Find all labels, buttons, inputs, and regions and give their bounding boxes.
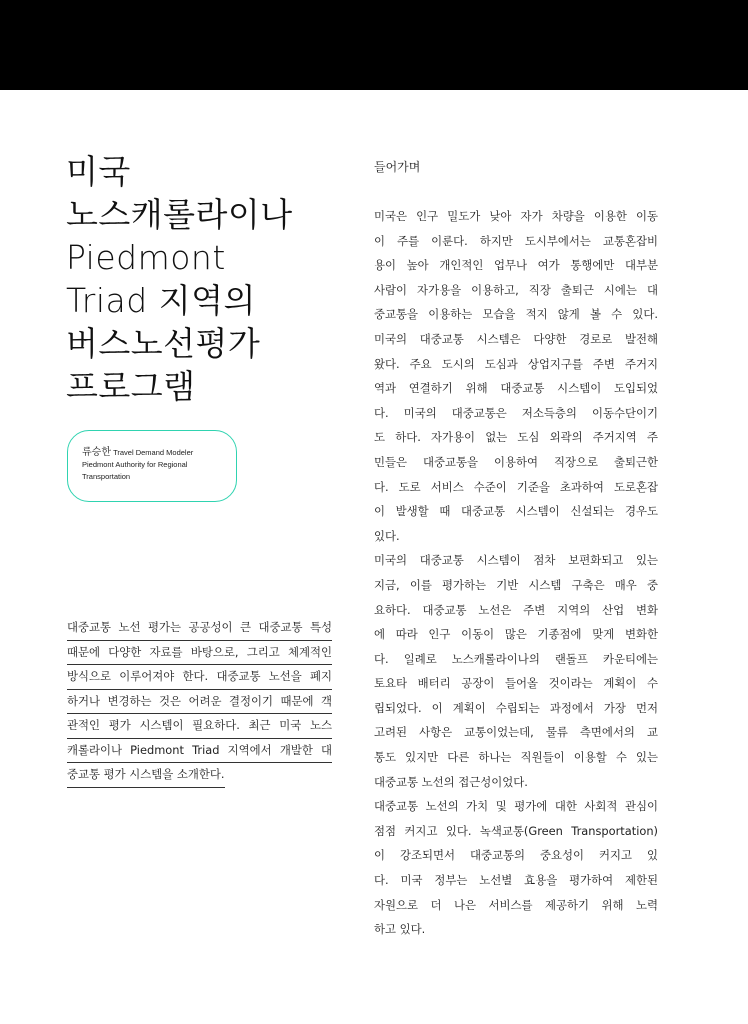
body-line: 이 발생할 때 대중교통 시스템이 신설되는 경우도 — [374, 504, 658, 519]
author-org: Piedmont Authority for Regional — [82, 460, 188, 469]
author-role: Travel Demand Modeler — [113, 448, 194, 457]
title-line: 버스노선평가 — [66, 324, 261, 363]
body-line: 에 따라 인구 이동이 많은 기종점에 맞게 변화한 — [374, 627, 658, 642]
body-line: 이 강조되면서 대중교통의 중요성이 커지고 있 — [374, 848, 658, 863]
body-line: 하고 있다. — [374, 922, 426, 937]
body-line: 다. 도로 서비스 수준이 기준을 초과하여 도로혼잡 — [374, 479, 658, 494]
body-line: 토요타 배터리 공장이 들어올 것이라는 계획이 수 — [374, 676, 658, 691]
body-line: 통도 있지만 다른 하나는 직원들이 이용할 수 있는 — [374, 750, 658, 765]
abstract-line: 때문에 다양한 자료를 바탕으로, 그리고 체계적인 — [67, 641, 332, 666]
body-line: 대중교통 노선의 가치 및 평가에 대한 사회적 관심이 — [374, 799, 658, 814]
article-title — [66, 150, 356, 408]
body-line: 요하다. 대중교통 노선은 주변 지역의 산업 변화 — [374, 602, 658, 617]
body-line: 다. 일례로 노스캐롤라이나의 랜돌프 카운티에는 — [374, 651, 658, 666]
title-line: 미국 — [66, 152, 131, 191]
body-line: 고려된 사항은 교통이었는데, 물류 측면에서의 교 — [374, 725, 658, 740]
header-band — [0, 0, 748, 90]
abstract-line: 방식으로 이루어져야 한다. 대중교통 노선을 폐지 — [67, 665, 332, 690]
author-info — [82, 447, 242, 483]
body-line: 점점 커지고 있다. 녹색교통(Green Transportation) — [374, 823, 658, 838]
body-line: 역과 연결하기 위해 대중교통 시스템이 도입되었 — [374, 381, 658, 396]
body-line: 민들은 대중교통을 이용하여 직장으로 출퇴근한 — [374, 454, 658, 469]
abstract-line: 관적인 평가 시스템이 필요하다. 최근 미국 노스 — [67, 714, 332, 739]
abstract — [67, 616, 332, 788]
body-line: 있다. — [374, 528, 400, 543]
abstract-line: 캐롤라이나 Piedmont Triad 지역에서 개발한 대 — [67, 739, 332, 764]
body-line: 왔다. 주요 도시의 도심과 상업지구를 주변 주거지 — [374, 356, 658, 371]
body-line: 미국은 인구 밀도가 낮아 자가 차량을 이용한 이동 — [374, 209, 658, 223]
section-heading: 들어가며 — [374, 160, 421, 174]
body-line: 립되었다. 이 계획이 수립되는 과정에서 가장 먼저 — [374, 700, 658, 715]
title-line: Triad 지역의 — [66, 281, 256, 320]
title-line: 프로그램 — [66, 367, 196, 406]
abstract-line: 중교통 평가 시스템을 소개한다. — [67, 763, 225, 788]
body-line: 대중교통 노선의 접근성이었다. — [374, 774, 528, 789]
title-line: 노스캐롤라이나 — [66, 195, 293, 234]
body-line: 사람이 자가용을 이용하고, 직장 출퇴근 시에는 대 — [374, 282, 658, 297]
body-line: 용이 높아 개인적인 업무나 여가 통행에만 대부분 — [374, 258, 658, 273]
body-line: 이 주를 이룬다. 하지만 도시부에서는 교통혼잡비 — [374, 233, 658, 248]
body-line: 미국의 대중교통 시스템이 점차 보편화되고 있는 — [374, 553, 658, 568]
body-line: 중교통을 이용하는 모습을 적지 않게 볼 수 있다. — [374, 307, 658, 322]
abstract-line: 하거나 변경하는 것은 어려운 결정이기 때문에 객 — [67, 690, 332, 715]
body-line: 자원으로 더 나은 서비스를 제공하기 위해 노력 — [374, 897, 658, 912]
author-name: 류승한 — [82, 447, 111, 458]
body-line: 다. 미국 정부는 노선별 효용을 평가하여 제한된 — [374, 873, 658, 888]
body-text — [374, 204, 658, 942]
body-line: 다. 미국의 대중교통은 저소득층의 이동수단이기 — [374, 405, 658, 420]
body-line: 도 하다. 자가용이 없는 도심 외곽의 주거지역 주 — [374, 430, 658, 445]
abstract-line: 대중교통 노선 평가는 공공성이 큰 대중교통 특성 — [67, 616, 332, 641]
title-line: Piedmont — [66, 238, 226, 277]
body-line: 지금, 이를 평가하는 기반 시스템 구축은 매우 중 — [374, 577, 658, 592]
author-org: Transportation — [82, 472, 131, 481]
body-line: 미국의 대중교통 시스템은 다양한 경로로 발전해 — [374, 331, 658, 346]
